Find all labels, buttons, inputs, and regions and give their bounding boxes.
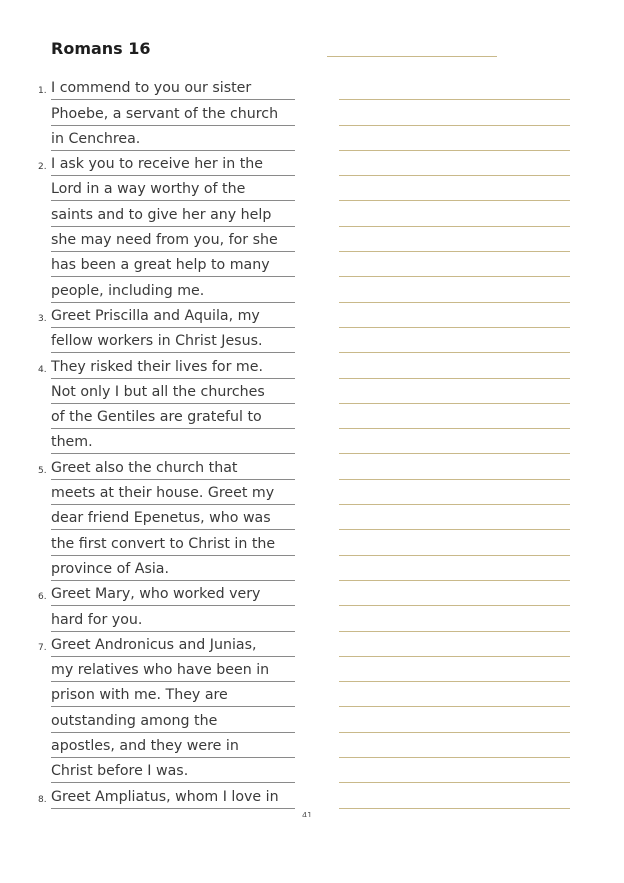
writing-line (339, 252, 570, 277)
verse-line (0, 75, 320, 100)
verse-line (0, 277, 320, 302)
writing-line (339, 100, 570, 125)
verse-text: she may need from you, for she (51, 231, 295, 252)
verse-text: in Cenchrea. (51, 130, 295, 151)
verse-line (0, 707, 320, 732)
writing-line (339, 606, 570, 631)
writing-line (339, 227, 570, 252)
writing-line (339, 657, 570, 682)
verse-text: hard for you. (51, 611, 295, 632)
verse-text: of the Gentiles are grateful to (51, 408, 295, 429)
verse-text: Greet Andronicus and Junias, (51, 636, 295, 657)
verse-line (0, 227, 320, 252)
verse-text: Christ before I was. (51, 762, 295, 783)
writing-line (339, 505, 570, 530)
verse-line (0, 100, 320, 125)
verse-number: 3. (38, 313, 47, 324)
verse-line (0, 151, 320, 176)
writing-line (339, 277, 570, 302)
verse-line (0, 581, 320, 606)
verse-line (0, 632, 320, 657)
verse-line (0, 404, 320, 429)
verse-text: saints and to give her any help (51, 206, 295, 227)
writing-line (339, 783, 570, 808)
writing-line (339, 126, 570, 151)
writing-line (339, 682, 570, 707)
verse-text: Greet Priscilla and Aquila, my (51, 307, 295, 328)
verse-text: Greet Ampliatus, whom I love in (51, 788, 295, 809)
verse-line (0, 429, 320, 454)
verse-number: 8. (38, 794, 47, 805)
verse-text: province of Asia. (51, 560, 295, 581)
verse-text: meets at their house. Greet my (51, 484, 295, 505)
writing-line (339, 632, 570, 657)
verse-text: Not only I but all the churches (51, 383, 295, 404)
verse-text: They risked their lives for me. (51, 358, 295, 379)
verse-line (0, 783, 320, 808)
verse-line (0, 379, 320, 404)
verse-line (0, 606, 320, 631)
verse-number: 6. (38, 592, 47, 603)
verse-text: has been a great help to many (51, 256, 295, 277)
verse-text: outstanding among the (51, 712, 295, 733)
writing-line (339, 379, 570, 404)
verse-text: prison with me. They are (51, 686, 295, 707)
verse-text: my relatives who have been in (51, 661, 295, 682)
verse-text: people, including me. (51, 282, 295, 303)
verse-text: Greet also the church that (51, 459, 295, 480)
verse-line (0, 758, 320, 783)
verse-line (0, 682, 320, 707)
verse-line (0, 353, 320, 378)
verse-line (0, 201, 320, 226)
writing-line (339, 353, 570, 378)
verse-line (0, 252, 320, 277)
verse-number: 7. (38, 642, 47, 653)
scripture-text-column (0, 75, 320, 809)
page-title: Romans 16 (51, 39, 151, 58)
verse-text: Phoebe, a servant of the church (51, 105, 295, 126)
verse-line (0, 454, 320, 479)
verse-line (0, 657, 320, 682)
verse-number: 5. (38, 465, 47, 476)
verse-number: 2. (38, 162, 47, 173)
page-number: 41 (302, 811, 313, 817)
verse-text: fellow workers in Christ Jesus. (51, 332, 295, 353)
verse-text: Greet Mary, who worked very (51, 585, 295, 606)
writing-line (339, 151, 570, 176)
verse-text: apostles, and they were in (51, 737, 295, 758)
verse-number: 4. (38, 364, 47, 375)
writing-line (339, 176, 570, 201)
verse-line (0, 176, 320, 201)
writing-line (339, 328, 570, 353)
writing-line (339, 707, 570, 732)
writing-line (339, 758, 570, 783)
writing-line (339, 581, 570, 606)
writing-line (339, 480, 570, 505)
writing-practice-column (339, 75, 570, 809)
verse-text: them. (51, 433, 295, 454)
writing-line (339, 75, 570, 100)
verse-line (0, 328, 320, 353)
writing-line (339, 201, 570, 226)
verse-line (0, 303, 320, 328)
verse-text: I commend to you our sister (51, 79, 295, 100)
writing-line (339, 404, 570, 429)
writing-line (339, 530, 570, 555)
verse-line (0, 556, 320, 581)
verse-line (0, 530, 320, 555)
verse-text: Lord in a way worthy of the (51, 180, 295, 201)
verse-text: the first convert to Christ in the (51, 535, 295, 556)
verse-number: 1. (38, 86, 47, 97)
verse-line (0, 505, 320, 530)
writing-line (339, 303, 570, 328)
title-write-line (327, 56, 497, 57)
verse-line (0, 480, 320, 505)
verse-text: I ask you to receive her in the (51, 155, 295, 176)
writing-line (339, 454, 570, 479)
writing-line (339, 556, 570, 581)
writing-line (339, 429, 570, 454)
verse-text: dear friend Epenetus, who was (51, 509, 295, 530)
verse-line (0, 733, 320, 758)
verse-line (0, 126, 320, 151)
writing-line (339, 733, 570, 758)
